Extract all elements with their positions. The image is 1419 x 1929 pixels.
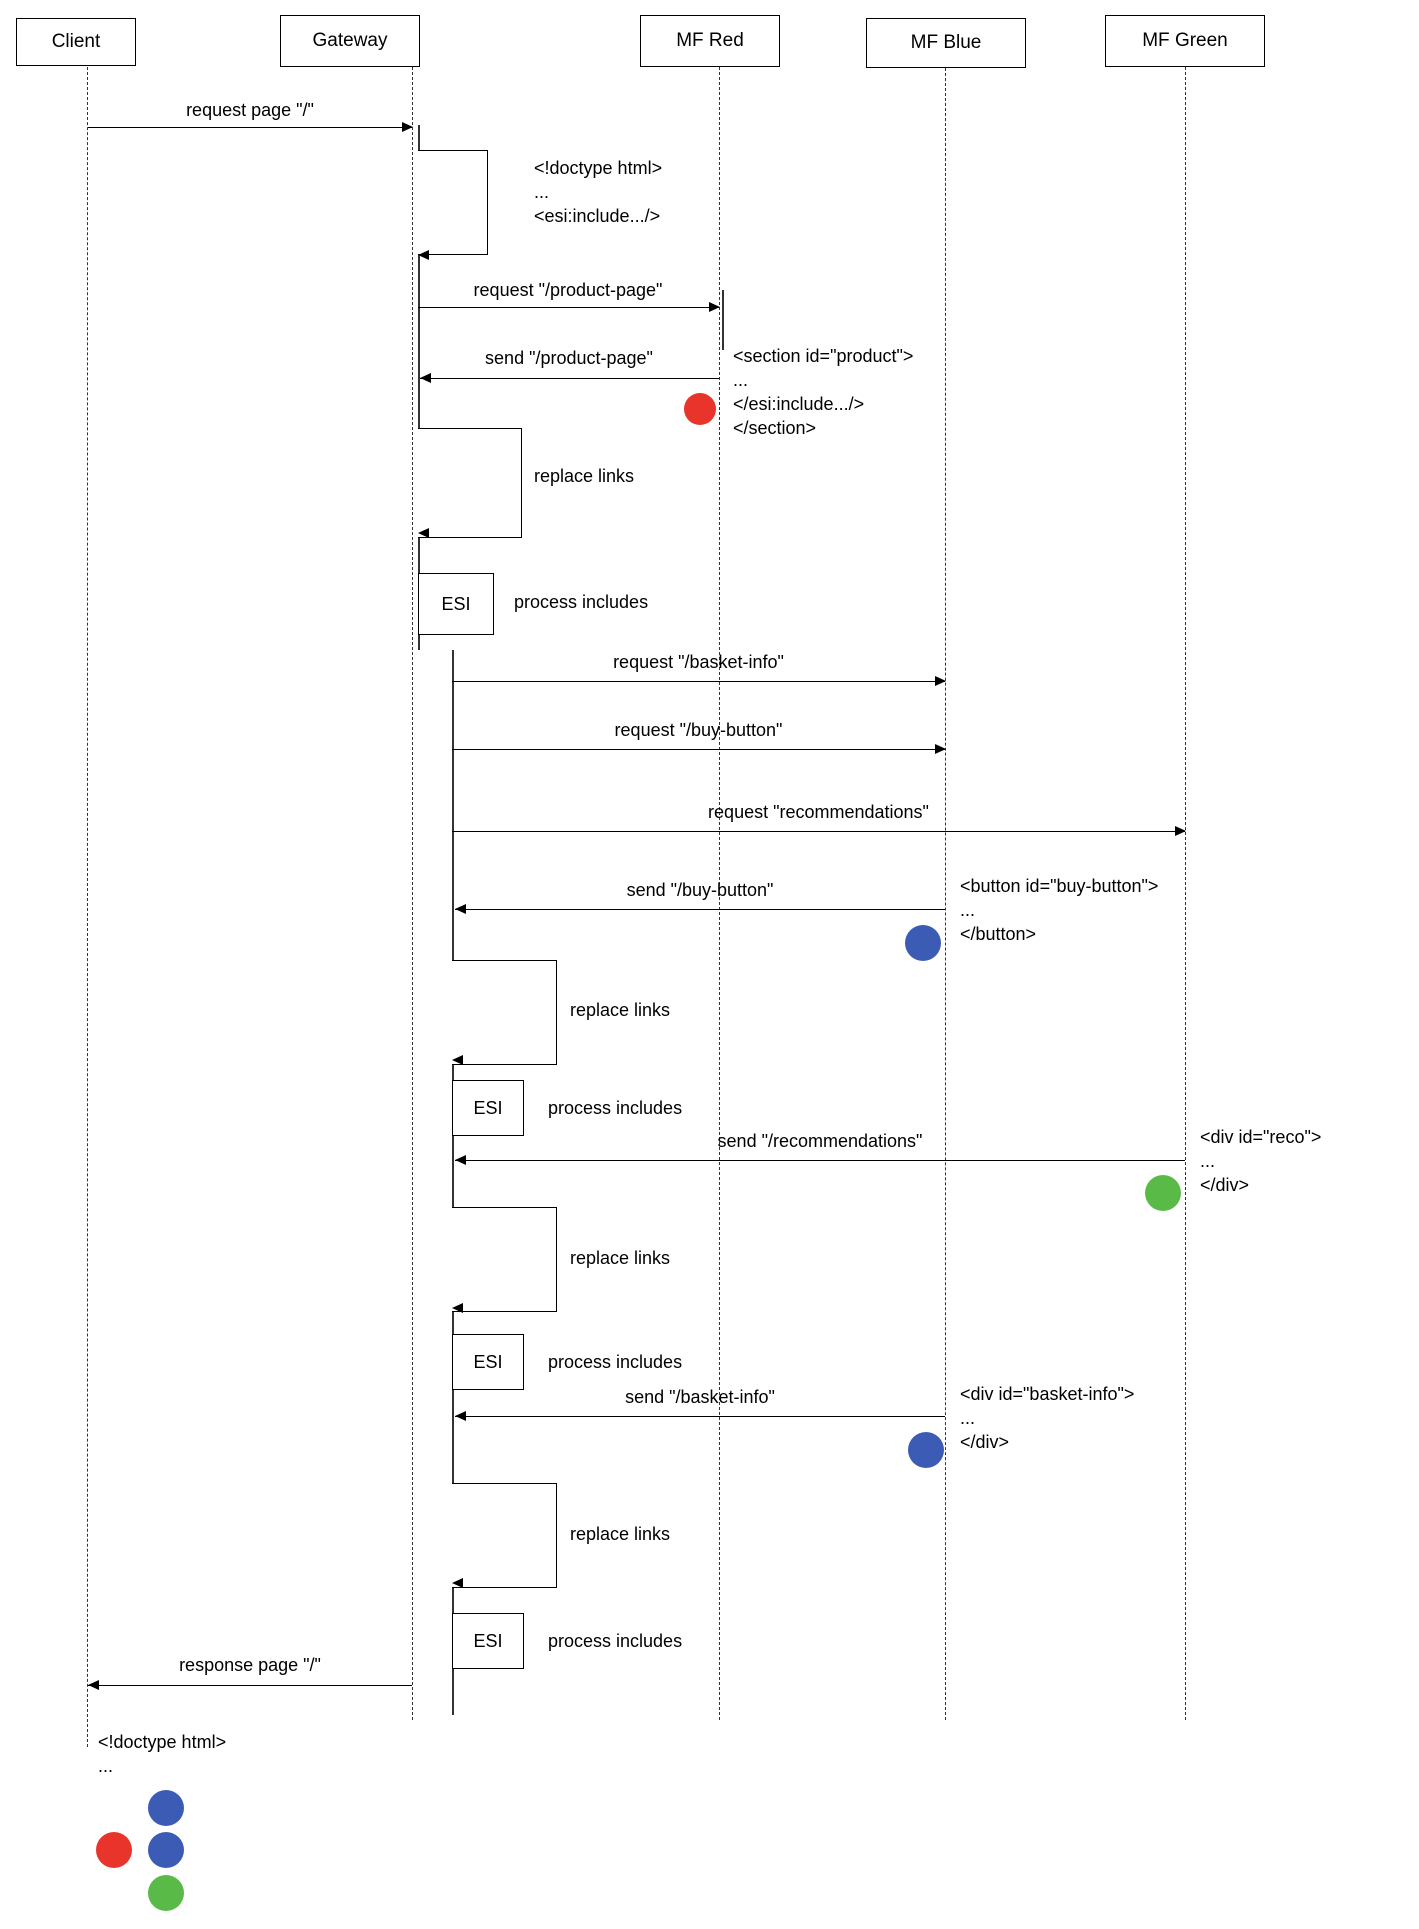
esi-box-3 <box>452 1334 524 1390</box>
message-label-send-recommendations: send "/recommendations" <box>717 1131 923 1151</box>
message-line-request-page <box>88 127 412 128</box>
result-dot-blue-2 <box>148 1832 184 1868</box>
esi-box-2 <box>452 1080 524 1136</box>
result-dot-green <box>148 1875 184 1911</box>
participant-client[interactable] <box>16 18 136 66</box>
arrow-self-call-replace-links-1 <box>418 528 429 538</box>
self-call-label-replace-links-3: replace links <box>570 1248 671 1268</box>
participant-label: MF Red <box>676 30 744 51</box>
message-label-request-recommendations: request "recommendations" <box>708 802 929 822</box>
note-div-reco: <div id="reco"> ... </div> <box>1200 1127 1322 1195</box>
note-section-product: <section id="product"> ... </esi:include.../> </section> <box>733 346 914 438</box>
participant-gateway[interactable] <box>280 15 420 67</box>
message-label-send-basket-info: send "/basket-info" <box>625 1387 775 1407</box>
message-line-send-product-page <box>420 378 719 379</box>
participant-mf-red[interactable] <box>640 15 780 67</box>
self-call-box-1 <box>418 150 488 255</box>
self-call-box-replace-links-3 <box>452 1207 557 1312</box>
message-line-response-page <box>88 1685 412 1686</box>
message-label-send-product-page: send "/product-page" <box>485 348 653 368</box>
esi-box-label: ESI <box>441 593 471 614</box>
participant-mf-blue[interactable] <box>866 18 1026 68</box>
self-call-box-replace-links-1 <box>418 428 522 538</box>
message-line-request-basket-info <box>452 681 945 682</box>
self-call-box-replace-links-4 <box>452 1483 557 1588</box>
lifeline-mf-blue <box>945 68 946 1720</box>
arrow-send-basket-info <box>455 1411 466 1421</box>
result-dot-red <box>96 1832 132 1868</box>
self-call-label-replace-links-1: replace links <box>534 466 635 486</box>
message-label-send-buy-button: send "/buy-button" <box>626 880 774 900</box>
lifeline-gateway <box>412 67 413 1720</box>
esi-box-label: ESI <box>473 1630 503 1651</box>
message-label-request-product-page: request "/product-page" <box>473 280 663 300</box>
result-dot-blue-1 <box>148 1790 184 1826</box>
esi-box-4 <box>452 1613 524 1669</box>
arrow-response-page <box>88 1680 99 1690</box>
esi-box-label: ESI <box>473 1097 503 1118</box>
note-result-doctype: <!doctype html> ... <box>98 1732 227 1776</box>
fragment-dot-blue-2 <box>908 1432 944 1468</box>
arrow-send-product-page <box>420 373 431 383</box>
arrow-self-call-replace-links-4 <box>452 1578 463 1588</box>
participant-label: MF Blue <box>910 32 982 53</box>
fragment-dot-blue-1 <box>905 925 941 961</box>
note-buy-button: <button id="buy-button"> ... </button> <box>960 876 1159 944</box>
fragment-dot-red <box>684 393 716 425</box>
participant-mf-green[interactable] <box>1105 15 1265 67</box>
message-line-send-recommendations <box>455 1160 1185 1161</box>
self-call-label-replace-links-2: replace links <box>570 1000 671 1020</box>
arrow-self-call-replace-links-2 <box>452 1055 463 1065</box>
arrow-send-recommendations <box>455 1155 466 1165</box>
self-call-label-replace-links-4: replace links <box>570 1524 671 1544</box>
message-label-request-page: request page "/" <box>186 100 314 120</box>
message-label-request-basket-info: request "/basket-info" <box>613 652 784 672</box>
message-line-send-basket-info <box>455 1416 945 1417</box>
message-line-request-product-page <box>418 307 719 308</box>
note-doctype-html: <!doctype html> ... <esi:include.../> <box>534 158 663 226</box>
arrow-request-recommendations <box>1175 826 1186 836</box>
message-label-response-page: response page "/" <box>179 1655 321 1675</box>
message-line-request-recommendations <box>452 831 1185 832</box>
message-label-request-buy-button: request "/buy-button" <box>614 720 783 740</box>
arrow-request-buy-button <box>935 744 946 754</box>
self-call-box-replace-links-2 <box>452 960 557 1065</box>
arrow-request-basket-info <box>935 676 946 686</box>
lifeline-mf-green <box>1185 67 1186 1720</box>
activation-mf-red <box>722 290 724 350</box>
lifeline-client <box>87 67 88 1747</box>
note-div-basket-info: <div id="basket-info"> ... </div> <box>960 1384 1135 1452</box>
message-line-send-buy-button <box>455 909 945 910</box>
esi-box-1 <box>418 573 494 635</box>
arrow-request-page <box>402 122 413 132</box>
esi-label-1: process includes <box>514 592 649 612</box>
esi-label-2: process includes <box>548 1098 683 1118</box>
fragment-dot-green <box>1145 1175 1181 1211</box>
participant-label: MF Green <box>1142 30 1228 51</box>
esi-label-3: process includes <box>548 1352 683 1372</box>
arrow-self-call-1 <box>418 250 429 260</box>
arrow-send-buy-button <box>455 904 466 914</box>
message-line-request-buy-button <box>452 749 945 750</box>
arrow-request-product-page <box>709 302 720 312</box>
arrow-self-call-replace-links-3 <box>452 1303 463 1313</box>
participant-label: Gateway <box>312 30 388 51</box>
esi-box-label: ESI <box>473 1351 503 1372</box>
esi-label-4: process includes <box>548 1631 683 1651</box>
participant-label: Client <box>51 31 101 52</box>
